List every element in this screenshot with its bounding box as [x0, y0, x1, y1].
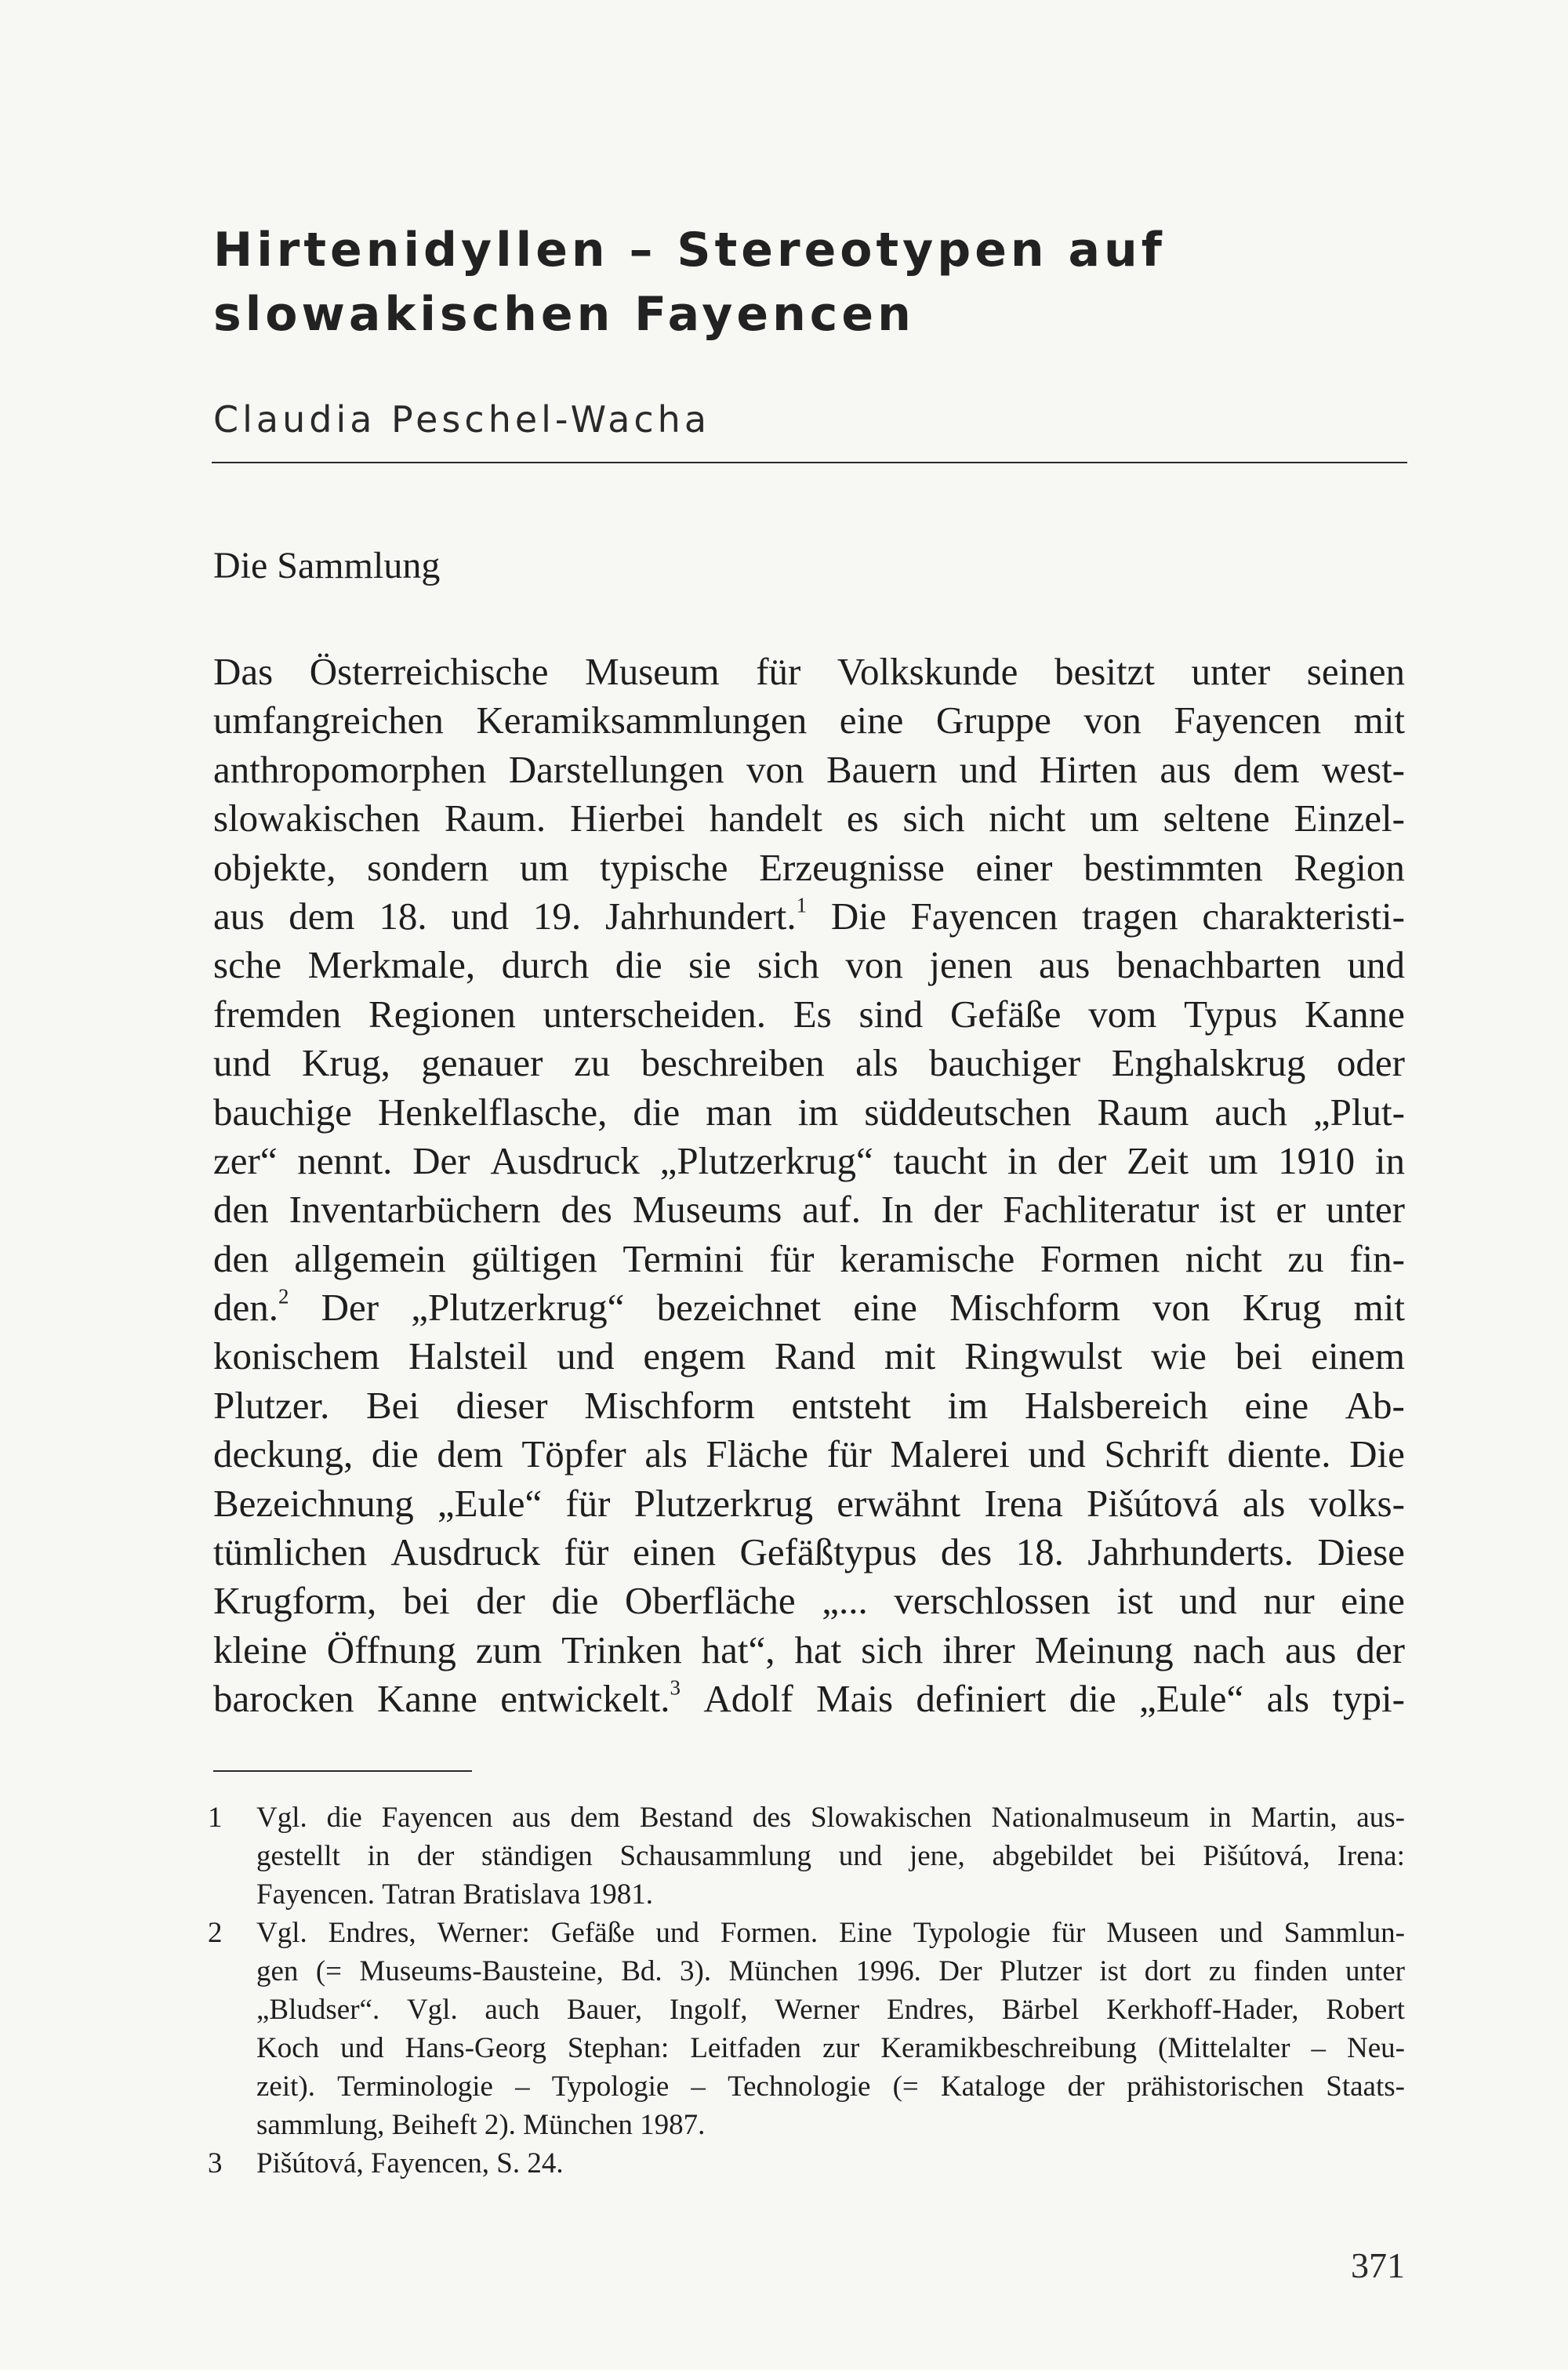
body-line: bauchige Henkelflasche, die man im süddeutschen Raum auch „Plut-: [213, 1090, 1405, 1134]
body-line: sche Merkmale, durch die sie sich von jenen aus benachbarten und: [213, 943, 1405, 987]
body-line: Bezeichnung „Eule“ für Plutzerkrug erwähnt Irena Pišútová als volks-: [213, 1481, 1405, 1525]
footnote-line: „Bludser“. Vgl. auch Bauer, Ingolf, Werner Endres, Bärbel Kerkhoff-Hader, Robert: [256, 1994, 1405, 2026]
body-line: Das Österreichische Museum für Volkskunde besitzt unter seinen: [213, 650, 1405, 693]
footnote: [208, 2144, 1405, 2183]
body-text: [213, 648, 1405, 1724]
body-line: den.$^2$ Der „Plutzerkrug“ bezeichnet eine Mischform von Krug mit: [213, 1284, 1405, 1330]
footnote-line: Pišútová, Fayencen, S. 24.: [256, 2147, 564, 2179]
body-line: slowakischen Raum. Hierbei handelt es sich nicht um seltene Einzel-: [213, 797, 1405, 840]
body-line: konischem Halsteil und engem Rand mit Ringwulst wie bei einem: [213, 1334, 1405, 1378]
body-line: Krugform, bei der die Oberfläche „... verschlossen ist und nur eine: [213, 1579, 1405, 1623]
footnote-number: 3: [208, 2147, 223, 2179]
section-heading: Die Sammlung: [213, 545, 441, 586]
body-line: kleine Öffnung zum Trinken hat“, hat sich ihrer Meinung nach aus der: [213, 1628, 1405, 1671]
footnote: [208, 1914, 1405, 2144]
body-line: zer“ nennt. Der Ausdruck „Plutzerkrug“ taucht in der Zeit um 1910 in: [213, 1138, 1405, 1182]
body-line: aus dem 18. und 19. Jahrhundert.$^1$ Die Fayencen tragen charakteristi-: [213, 893, 1405, 938]
footnote-text: [256, 1914, 1405, 2144]
body-line: objekte, sondern um typische Erzeugnisse einer bestimmten Region: [213, 845, 1405, 889]
body-line: anthropomorphen Darstellungen von Bauern und Hirten aus dem west-: [213, 747, 1405, 791]
footnote-line: Koch und Hans-Georg Stephan: Leitfaden zur Keramikbeschreibung (Mittelalter – Neu-: [256, 2032, 1405, 2064]
footnote-text: [256, 1798, 1405, 1914]
footnote-number: 2: [208, 1917, 223, 1949]
footnote-text: [256, 2144, 1405, 2183]
article-title: [213, 218, 1405, 347]
footnote-line: gen (= Museums-Bausteine, Bd. 3). München 1996. Der Plutzer ist dort zu finden unter: [256, 1955, 1405, 1987]
footnotes: [208, 1798, 1405, 2183]
footnote-line: zeit). Terminologie – Typologie – Technologie (= Kataloge der prähistorischen Staats-: [256, 2071, 1405, 2103]
body-line: den allgemein gültigen Termini für keramische Formen nicht zu fin-: [213, 1236, 1405, 1280]
footnote-number: 1: [208, 1802, 223, 1834]
body-line: tümlichen Ausdruck für einen Gefäßtypus des 18. Jahrhunderts. Diese: [213, 1530, 1405, 1574]
footnote: [208, 1798, 1405, 1914]
body-line: deckung, die dem Töpfer als Fläche für Malerei und Schrift diente. Die: [213, 1432, 1405, 1476]
body-line: den Inventarbüchern des Museums auf. In der Fachliteratur ist er unter: [213, 1188, 1405, 1232]
body-line: barocken Kanne entwickelt.$^3$ Adolf Mais definiert die „Eule“ als typi-: [213, 1675, 1405, 1721]
title-divider: [212, 462, 1407, 463]
footnote-line: sammlung, Beiheft 2). München 1987.: [256, 2109, 706, 2141]
title-line-1: Hirtenidyllen – Stereotypen auf: [213, 223, 1166, 278]
body-line: und Krug, genauer zu beschreiben als bauchiger Enghalskrug oder: [213, 1041, 1405, 1085]
page-number: 371: [1351, 2245, 1405, 2285]
footnote-line: Fayencen. Tatran Bratislava 1981.: [256, 1878, 654, 1911]
title-line-2: slowakischen Fayencen: [213, 287, 915, 342]
body-line: fremden Regionen unterscheiden. Es sind Gefäße vom Typus Kanne: [213, 992, 1405, 1036]
body-line: Plutzer. Bei dieser Mischform entsteht im Halsbereich eine Ab-: [213, 1383, 1405, 1427]
footnote-line: Vgl. die Fayencen aus dem Bestand des Slowakischen Nationalmuseum in Martin, aus-: [256, 1802, 1405, 1834]
footnote-line: gestellt in der ständigen Schausammlung und jene, abgebildet bei Pišútová, Irena:: [256, 1840, 1405, 1872]
author-name: Claudia Peschel-Wacha: [213, 398, 711, 441]
footnote-line: Vgl. Endres, Werner: Gefäße und Formen. Eine Typologie für Museen und Sammlun-: [256, 1917, 1405, 1949]
body-line: umfangreichen Keramiksammlungen eine Gruppe von Fayencen mit: [213, 699, 1405, 742]
footnote-divider: [213, 1770, 472, 1772]
